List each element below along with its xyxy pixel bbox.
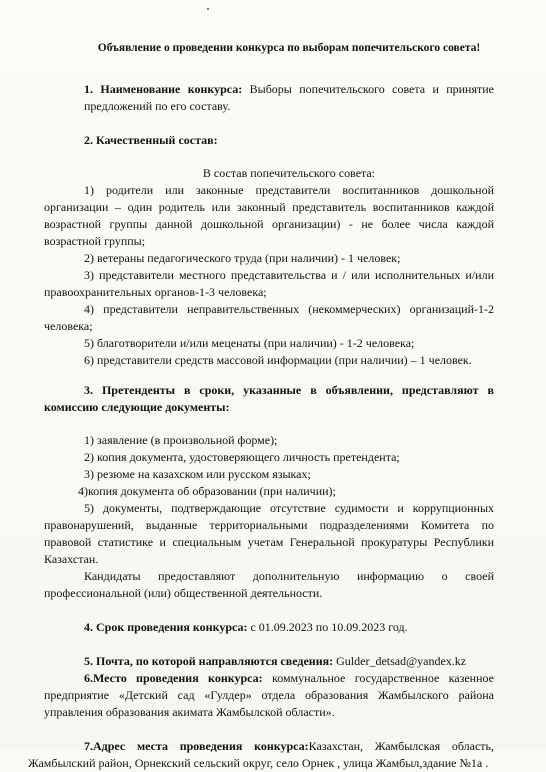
section-venue bbox=[44, 670, 494, 721]
document-item-5: 5) документы, подтверждающие отсутствие судимости и коррупционных правонарушений, выданные территориальными подразделениями Комитета по правовой статистике и специальным учетам Генеральной прокуратуры Республики Казахстан. bbox=[44, 501, 494, 566]
composition-item-2: 2) ветераны педагогического труда (при наличии) - 1 человек; bbox=[84, 251, 401, 265]
section-name-text: Выборы попечительского совета и принятие предложений по его составу. bbox=[84, 82, 494, 113]
section-period-text: с 01.09.2023 по 10.09.2023 год. bbox=[247, 620, 408, 634]
composition-item-3: 3) представители местного представительства и / или исполнительных и/или правоохранительных органов-1-3 человека; bbox=[44, 268, 494, 299]
section-composition-heading: 2. Качественный состав: bbox=[84, 133, 218, 147]
composition-intro: В состав попечительского совета: bbox=[202, 166, 376, 180]
composition-item-5: 5) благотворители и/или меценаты (при наличии) - 1-2 человека; bbox=[84, 336, 415, 350]
section-email-heading: 5. Почта, по которой направляются сведения: bbox=[84, 654, 334, 668]
section-period bbox=[84, 619, 494, 636]
candidates-note: Кандидаты предоставляют дополнительную информацию о своей профессиональной (или) общественной деятельности. bbox=[44, 569, 494, 600]
section-venue-heading: 6.Место проведения конкурса: bbox=[84, 671, 263, 685]
section-period-heading: 4. Срок проведения конкурса: bbox=[84, 620, 248, 634]
section-venue-text: коммунальное государственное казенное предприятие «Детский сад «Гулдер» отдела образования Жамбылского района управления образования акимата Жамбылской области». bbox=[44, 671, 494, 719]
document-title: Объявление о проведении конкурса по выборам попечительского совета! bbox=[97, 42, 481, 54]
section-address-text: Казахстан, Жамбылская область, Жамбылский район, Орнекский сельский округ, село Орнек , улица Жамбыл,здание №1а . bbox=[28, 739, 495, 770]
document-item-4: 4)копия документа об образовании (при наличии); bbox=[78, 484, 336, 498]
document-item-3: 3) резюме на казахском или русском языках; bbox=[84, 467, 311, 481]
section-address-heading: 7.Адрес места проведения конкурса: bbox=[84, 739, 309, 753]
section-documents-heading: 3. Претенденты в сроки, указанные в объявлении, представляют в комиссию следующие документы: bbox=[44, 383, 494, 414]
section-email bbox=[84, 653, 494, 670]
composition-item-4: 4) представители неправительственных (некоммерческих) организаций-1-2 человека; bbox=[44, 302, 494, 333]
contact-email: Gulder_detsad@yandex.kz bbox=[333, 654, 467, 668]
section-name-heading: 1. Наименование конкурса: bbox=[84, 82, 243, 96]
section-address bbox=[28, 738, 494, 772]
section-name bbox=[84, 81, 494, 115]
document-body bbox=[28, 40, 495, 772]
document-item-1: 1) заявление (в произвольной форме); bbox=[84, 433, 278, 447]
composition-item-6: 6) представители средств массовой информации (при наличии) – 1 человек. bbox=[84, 353, 472, 367]
document-item-2: 2) копия документа, удостоверяющего личность претендента; bbox=[84, 450, 400, 464]
scan-speck bbox=[207, 8, 209, 10]
composition-item-1: 1) родители или законные представители воспитанников дошкольной организации – один родитель или законный представитель воспитанников каждой возрастной группы данной дошкольной организации) - не более числа каждой возрастной группы; bbox=[44, 183, 494, 248]
